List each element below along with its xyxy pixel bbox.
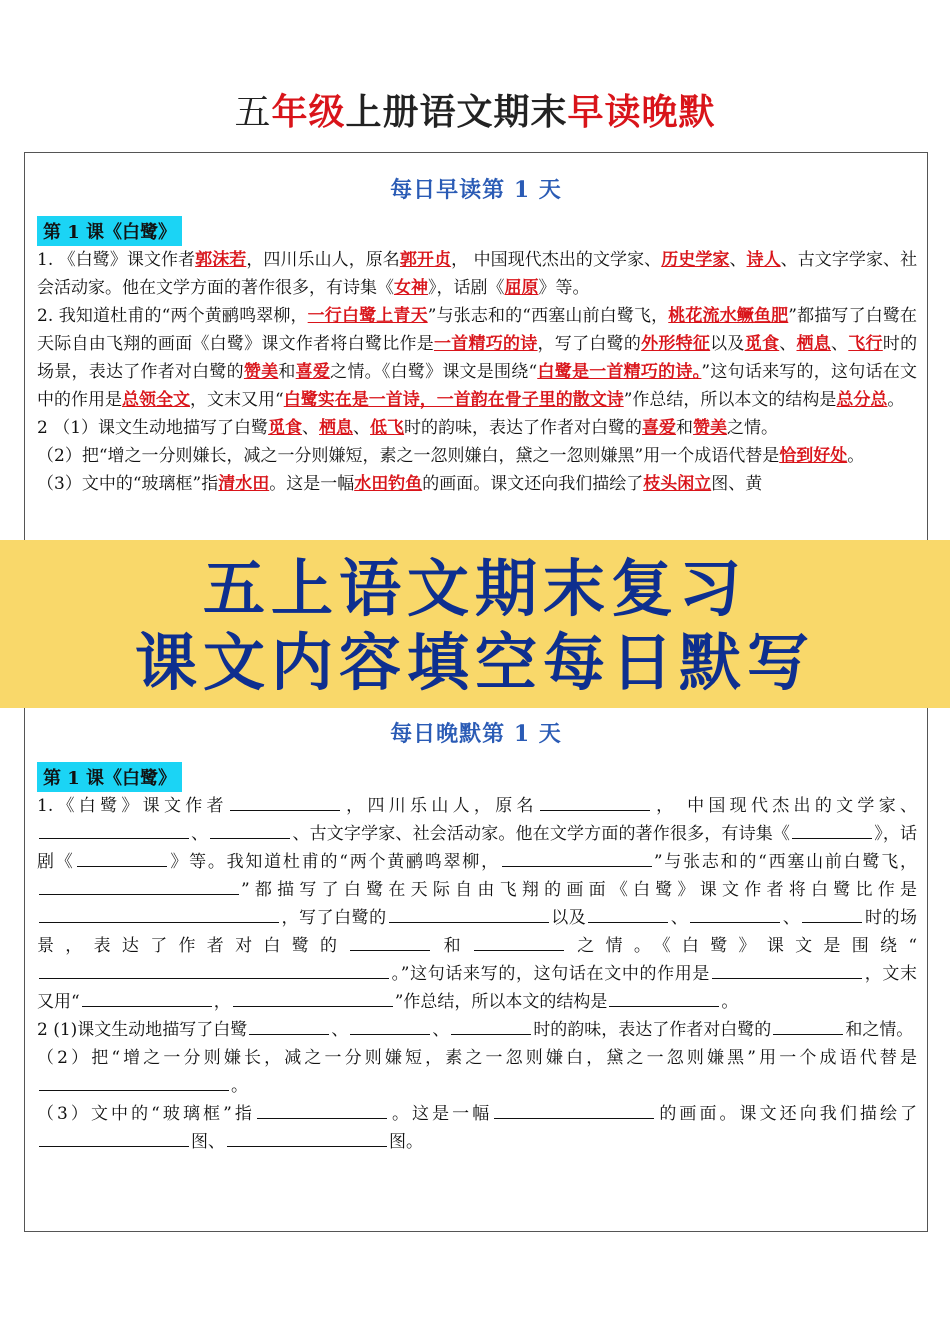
morning-paragraph-3 bbox=[25, 414, 927, 442]
text-run: ，四川乐山人，原名 bbox=[246, 250, 400, 270]
text-run: 时的韵味，表达了作者对白鹭的 bbox=[533, 1020, 772, 1040]
fill-blank[interactable] bbox=[474, 932, 564, 951]
text-run: 2 （1）课文生动地描写了白鹭 bbox=[37, 418, 269, 438]
text-run: 。这是一幅 bbox=[388, 1104, 493, 1124]
text-run: ”都描写了白鹭在天际自由飞翔的画面《白鹭》课文作者将白鹭比作是 bbox=[241, 880, 917, 900]
evening-lesson-tag: 第 1 课《白鹭》 bbox=[37, 762, 182, 792]
text-run: 、 bbox=[331, 1020, 349, 1040]
text-run: 、 bbox=[782, 908, 801, 928]
text-run: 2 (1)课文生动地描写了白鹭 bbox=[37, 1020, 248, 1040]
banner-line-1: 五上语文期末复习 bbox=[202, 552, 747, 625]
text-run: ”作总结，所以本文的结构是 bbox=[623, 390, 837, 410]
text-run: ，写了白鹭的 bbox=[281, 908, 387, 928]
text-run: 以及 bbox=[550, 908, 587, 928]
answer: 恰到好处 bbox=[779, 446, 848, 466]
text-run: 、古文字学家、社会活动家。他在文学方面的著作很多，有诗集《 bbox=[292, 824, 791, 844]
fill-blank[interactable] bbox=[588, 904, 668, 923]
text-run: 、 bbox=[831, 334, 849, 354]
answer: 喜爱 bbox=[295, 362, 331, 382]
evening-paragraph-2 bbox=[25, 1016, 927, 1044]
text-run: （3）文中的“玻璃框”指 bbox=[37, 1104, 255, 1124]
fill-blank[interactable] bbox=[39, 960, 389, 979]
text-run: 、 bbox=[779, 334, 797, 354]
text-run: 、 bbox=[432, 1020, 450, 1040]
answer: 桃花流水鳜鱼肥 bbox=[668, 306, 789, 326]
answer: 觅食 bbox=[744, 334, 780, 354]
text-run: ”与张志和的“西塞山前白鹭飞， bbox=[653, 852, 917, 872]
evening-heading: 每日晚默第 1 天 bbox=[390, 721, 562, 747]
text-run: （3）文中的“玻璃框”指 bbox=[37, 474, 219, 494]
morning-heading: 每日早读第 1 天 bbox=[390, 177, 562, 203]
text-run: 时的场景，表达了作者对白鹭的 bbox=[37, 908, 918, 956]
text-run: 》，话剧《 bbox=[428, 278, 505, 298]
text-run: 、 bbox=[353, 418, 371, 438]
fill-blank[interactable] bbox=[802, 904, 862, 923]
fill-blank[interactable] bbox=[233, 988, 393, 1007]
text-run: （2）把“增之一分则嫌长，减之一分则嫌短，素之一忽则嫌白，黛之一忽则嫌黑”用一个成语代替是 bbox=[37, 1048, 917, 1068]
promo-banner bbox=[0, 540, 950, 708]
text-run: 1.《白鹭》课文作者 bbox=[37, 796, 228, 816]
fill-blank[interactable] bbox=[77, 848, 167, 867]
banner-line-2: 课文内容填空每日默写 bbox=[134, 626, 815, 699]
fill-blank[interactable] bbox=[712, 960, 862, 979]
answer: 屈原 bbox=[504, 278, 539, 298]
text-run: 的画面。课文还向我们描绘了 bbox=[422, 474, 644, 494]
answer: 历史学家 bbox=[661, 250, 730, 270]
morning-reading-card bbox=[24, 152, 928, 552]
text-run: 之情。《白鹭》课文是围绕“ bbox=[565, 936, 918, 956]
text-run: 、 bbox=[191, 824, 209, 844]
morning-paragraph-1 bbox=[25, 246, 927, 302]
text-run: 的画面。课文还向我们描绘了 bbox=[656, 1104, 918, 1124]
answer: 女神 bbox=[394, 278, 428, 298]
text-run: 、 bbox=[302, 418, 320, 438]
fill-blank[interactable] bbox=[350, 932, 430, 951]
text-run: 和 bbox=[676, 418, 694, 438]
fill-blank[interactable] bbox=[210, 820, 290, 839]
text-run: 图、 bbox=[191, 1132, 225, 1152]
text-run: ”作总结，所以本文的结构是 bbox=[394, 992, 608, 1012]
text-run: ”与张志和的“西塞山前白鹭飞， bbox=[427, 306, 669, 326]
fill-blank[interactable] bbox=[227, 1128, 387, 1147]
text-run: 。 bbox=[847, 446, 865, 466]
text-run: 以及 bbox=[710, 334, 745, 354]
answer: 诗人 bbox=[746, 250, 781, 270]
answer: 低飞 bbox=[370, 418, 405, 438]
fill-blank[interactable] bbox=[609, 988, 719, 1007]
evening-paragraph-4 bbox=[25, 1100, 927, 1156]
text-run: 。 bbox=[231, 1076, 248, 1096]
answer: 栖息 bbox=[796, 334, 832, 354]
text-run: ，四川乐山人，原名 bbox=[341, 796, 538, 816]
text-run: 图、黄 bbox=[711, 474, 763, 494]
text-run: ，文末又用“ bbox=[190, 390, 284, 410]
text-run: ， bbox=[213, 992, 231, 1012]
evening-paragraph-3 bbox=[25, 1044, 927, 1100]
text-run: 之情。 bbox=[862, 1020, 914, 1040]
text-run: 图。 bbox=[389, 1132, 423, 1152]
answer: 水田钓鱼 bbox=[354, 474, 423, 494]
fill-blank[interactable] bbox=[792, 820, 872, 839]
fill-blank[interactable] bbox=[39, 1128, 189, 1147]
fill-blank[interactable] bbox=[451, 1016, 531, 1035]
fill-blank[interactable] bbox=[494, 1100, 654, 1119]
answer: 枝头闲立 bbox=[643, 474, 712, 494]
text-run: 》，话剧《 bbox=[37, 824, 918, 872]
text-run: 和 bbox=[278, 362, 296, 382]
fill-blank[interactable] bbox=[257, 1100, 387, 1119]
text-run: 。”这句话来写的，这句话在文中的作用是 bbox=[391, 964, 711, 984]
text-run: 1. 《白鹭》课文作者 bbox=[37, 250, 196, 270]
text-run: ， 中国现代杰出的文学家、 bbox=[651, 796, 918, 816]
text-run: ”这句话来写的，这句话在文中的作用是 bbox=[37, 362, 918, 410]
morning-paragraph-2 bbox=[25, 302, 927, 414]
text-run: 、 bbox=[729, 250, 747, 270]
text-run: 》等。 bbox=[538, 278, 590, 298]
fill-blank[interactable] bbox=[540, 792, 650, 811]
text-run: 和 bbox=[845, 1020, 863, 1040]
morning-paragraph-4 bbox=[25, 442, 927, 470]
answer: 一首精巧的诗 bbox=[433, 334, 538, 354]
title-part-reading: 早读晚默 bbox=[567, 92, 716, 133]
text-run: 、 bbox=[670, 908, 689, 928]
title-part-grade: 五 bbox=[234, 92, 272, 133]
title-part-subject: 上册语文期末 bbox=[345, 92, 568, 133]
fill-blank[interactable] bbox=[82, 988, 212, 1007]
answer: 白鹭是一首精巧的诗。 bbox=[537, 362, 702, 382]
fill-blank[interactable] bbox=[249, 1016, 329, 1035]
answer: 飞行 bbox=[848, 334, 883, 354]
answer: 总领全文 bbox=[122, 390, 190, 410]
fill-blank[interactable] bbox=[39, 876, 239, 895]
text-run: ， 中国现代杰出的文学家、 bbox=[451, 250, 662, 270]
text-run: 之情。《白鹭》课文是围绕“ bbox=[330, 362, 538, 382]
answer: 一行白鹭上青天 bbox=[307, 306, 428, 326]
answer: 清水田 bbox=[218, 474, 270, 494]
fill-blank[interactable] bbox=[690, 904, 780, 923]
text-run: 时的韵味，表达了作者对白鹭的 bbox=[404, 418, 643, 438]
fill-blank[interactable] bbox=[39, 820, 189, 839]
answer: 觅食 bbox=[268, 418, 303, 438]
answer: 赞美 bbox=[693, 418, 728, 438]
fill-blank[interactable] bbox=[230, 792, 340, 811]
fill-blank[interactable] bbox=[39, 1072, 229, 1091]
text-run: ，写了白鹭的 bbox=[537, 334, 642, 354]
answer: 郭沫若 bbox=[195, 250, 247, 270]
text-run: 之情。 bbox=[727, 418, 779, 438]
answer: 郭开贞 bbox=[399, 250, 452, 270]
fill-blank[interactable] bbox=[502, 848, 652, 867]
page-title bbox=[0, 84, 950, 135]
evening-paragraph-1 bbox=[25, 792, 927, 1016]
text-run: 2. 我知道杜甫的“两个黄鹂鸣翠柳， bbox=[37, 306, 308, 326]
text-run: 和 bbox=[432, 936, 472, 956]
text-run: ，文末又用“ bbox=[37, 964, 917, 1012]
answer: 栖息 bbox=[319, 418, 354, 438]
evening-dictation-card bbox=[24, 700, 928, 1232]
answer: 赞美 bbox=[243, 362, 279, 382]
text-run: 、古文字学家、社会活动家。他在文学方面的著作很多，有诗集《 bbox=[37, 250, 918, 298]
text-run: 。 bbox=[721, 992, 739, 1012]
morning-lesson-tag: 第 1 课《白鹭》 bbox=[37, 216, 182, 246]
title-part-nianji: 年级 bbox=[271, 92, 346, 133]
fill-blank[interactable] bbox=[350, 1016, 430, 1035]
morning-paragraph-5 bbox=[25, 470, 927, 498]
fill-blank[interactable] bbox=[773, 1016, 843, 1035]
text-run: 时的场景，表达了作者对白鹭的 bbox=[37, 334, 918, 382]
text-run: 。这是一幅 bbox=[269, 474, 355, 494]
answer: 外形特征 bbox=[641, 334, 711, 354]
answer: 白鹭实在是一首诗，一首韵在骨子里的散文诗 bbox=[283, 390, 624, 410]
text-run: ”都描写了白鹭在天际自由飞翔的画面《白鹭》课文作者将白鹭比作是 bbox=[37, 306, 918, 354]
answer: 总分总 bbox=[836, 390, 888, 410]
fill-blank[interactable] bbox=[39, 904, 279, 923]
answer: 喜爱 bbox=[642, 418, 677, 438]
text-run: （2）把“增之一分则嫌长，减之一分则嫌短，素之一忽则嫌白，黛之一忽则嫌黑”用一个成语代替是 bbox=[37, 446, 780, 466]
text-run: 》等。我知道杜甫的“两个黄鹂鸣翠柳， bbox=[168, 852, 500, 872]
fill-blank[interactable] bbox=[389, 904, 549, 923]
text-run: 。 bbox=[887, 390, 905, 410]
